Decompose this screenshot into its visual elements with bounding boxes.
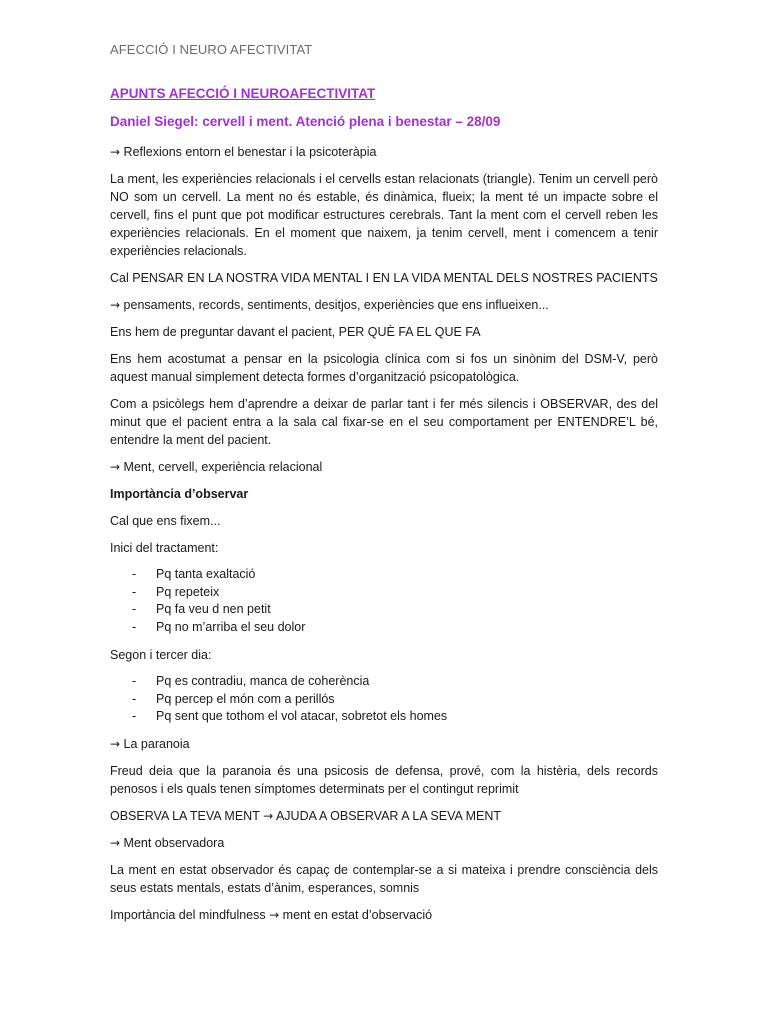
paragraph-text: La paranoia — [123, 736, 190, 751]
paragraph-observar: Com a psicòlegs hem d’aprendre a deixar de parlar tant i fer més silencis i OBSERVAR, des del minut que el pacient entra a la sala cal fixar-se en el seu comportament per ENTENDRE’L bé, entendre la ment del pacient. — [110, 397, 658, 447]
list-item: - Pq no m’arriba el seu dolor — [110, 619, 658, 637]
list-item: - Pq percep el món com a perillós — [110, 691, 658, 709]
running-header: AFECCIÓ I NEURO AFECTIVITAT — [110, 42, 313, 57]
dash-icon: - — [132, 709, 137, 724]
paragraph-cal-pensar: Cal PENSAR EN LA NOSTRA VIDA MENTAL I EN LA VIDA MENTAL DELS NOSTRES PACIENTS — [110, 271, 658, 285]
document-subtitle: Daniel Siegel: cervell i ment. Atenció plena i benestar – 28/09 — [110, 114, 501, 129]
paragraph-freud: Freud deia que la paranoia és una psicosis de defensa, prové, com la histèria, dels records penosos i els quals tenen símptomes determinats per el contingut reprimit — [110, 763, 658, 796]
paragraph-dsm: Ens hem acostumat a pensar en la psicologia clínica com si fos un sinònim del DSM-V, però aquest manual simplement detecta formes d’organització psicopatològica. — [110, 352, 658, 384]
dash-icon: - — [132, 673, 137, 688]
paragraph-fixem: Cal que ens fixem... — [110, 514, 221, 528]
dash-icon: - — [132, 620, 137, 635]
paragraph-triangle — [110, 458, 658, 476]
dash-icon: - — [132, 567, 137, 581]
paragraph-observa-ment — [110, 807, 658, 825]
arrow-icon: → — [110, 835, 121, 850]
list-item: - Pq sent que tothom el vol atacar, sobretot els homes — [110, 708, 658, 726]
paragraph-text: Importància del mindfulness — [110, 907, 266, 922]
document-body — [110, 143, 658, 933]
arrow-icon: → — [110, 736, 121, 751]
arrow-icon: → — [269, 907, 280, 922]
list-item: - Pq tanta exaltació — [110, 566, 658, 584]
arrow-icon: → — [110, 298, 121, 312]
list-item: - Pq fa veu d nen petit — [110, 601, 658, 619]
paragraph-text: ment en estat d’observació — [282, 907, 433, 922]
paragraph-paranoia — [110, 735, 658, 753]
paragraph-reflexions — [110, 143, 658, 161]
paragraph-text: pensaments, records, sentiments, desitjos, experiències que ens influeixen... — [123, 298, 549, 312]
list-item: - Pq es contradiu, manca de coherència — [110, 673, 658, 691]
paragraph-mindfulness — [110, 906, 658, 924]
dash-icon: - — [132, 602, 137, 617]
paragraph-text: Ment observadora — [123, 835, 225, 850]
arrow-icon: → — [110, 460, 121, 474]
list-segon-dia — [110, 673, 658, 726]
list-item: - Pq repeteix — [110, 584, 658, 602]
arrow-icon: → — [110, 145, 121, 159]
paragraph-ment-cervell: La ment, les experiències relacionals i el cervells estan relacionats (triangle). Tenim un cervell però NO som un cervell. La ment no és estable, és dinàmica, flueix; la ment té un impacte sobre el cervell, fins el punt que pot modificar estructures cerebrals. Tant la ment com el cervell reben les experiències relacionals. En el moment que naixem, ja tenim cervell, ment i comencem a tenir experiències relacionals. — [110, 172, 658, 258]
dash-icon: - — [132, 584, 137, 599]
section-heading-observar: Importància d’observar — [110, 487, 249, 501]
paragraph-inici: Inici del tractament: — [110, 541, 219, 555]
paragraph-ment-observadora — [110, 834, 658, 852]
list-inici-tractament — [110, 566, 658, 637]
paragraph-text: AJUDA A OBSERVAR A LA SEVA MENT — [275, 808, 502, 823]
paragraph-segon-dia: Segon i tercer dia: — [110, 647, 212, 662]
paragraph-text: Ment, cervell, experiència relacional — [123, 460, 323, 474]
paragraph-estat-observador: La ment en estat observador és capaç de contemplar-se a si mateixa i prendre consciència dels seus estats mentals, estats d’ànim, esperances, somnis — [110, 862, 658, 895]
paragraph-preguntar: Ens hem de preguntar davant el pacient, PER QUÈ FA EL QUE FA — [110, 325, 481, 339]
dash-icon: - — [132, 691, 137, 706]
paragraph-text: OBSERVA LA TEVA MENT — [110, 808, 260, 823]
document-title: APUNTS AFECCIÓ I NEUROAFECTIVITAT — [110, 86, 376, 101]
paragraph-pensaments — [110, 296, 658, 314]
arrow-icon: → — [263, 808, 274, 823]
paragraph-text: Reflexions entorn el benestar i la psicoteràpia — [123, 145, 377, 159]
